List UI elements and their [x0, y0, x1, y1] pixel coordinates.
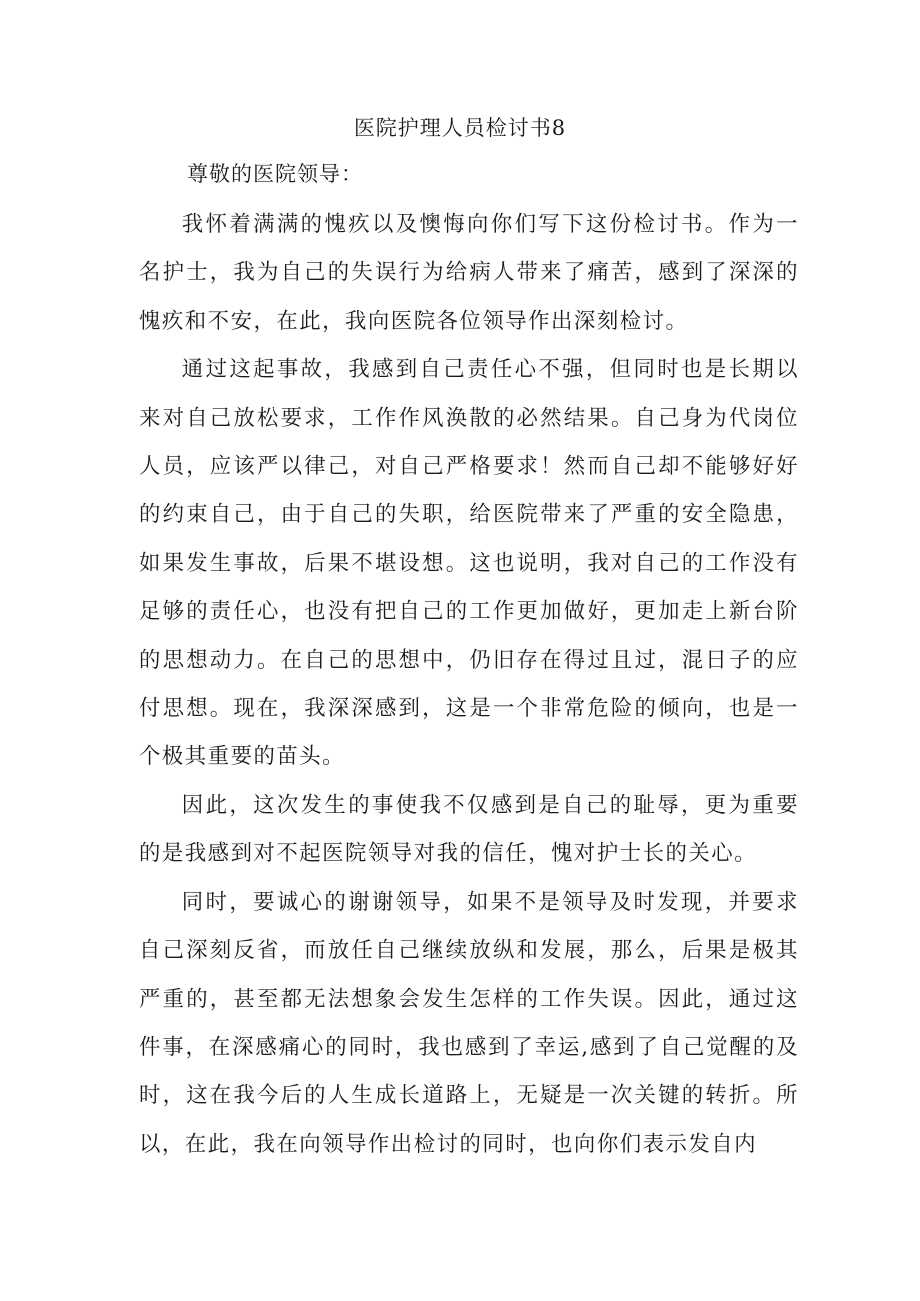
paragraph-1: 我怀着满满的愧疚以及懊悔向你们写下这份检讨书。作为一名护士，我为自己的失误行为给病人带来了痛苦，感到了深深的愧疚和不安，在此，我向医院各位领导作出深刻检讨。 — [139, 212, 799, 334]
document-title: 医院护理人员检讨书8 — [353, 116, 567, 140]
document-body — [139, 201, 799, 1169]
salutation: 尊敬的医院领导： — [187, 162, 363, 186]
paragraph-4: 同时，要诚心的谢谢领导，如果不是领导及时发现，并要求自己深刻反省，而放任自己继续放纵和发展，那么，后果是极其严重的，甚至都无法想象会发生怎样的工作失误。因此，通过这件事，在深感痛心的同时，我也感到了幸运,感到了自己觉醒的及时，这在我今后的人生成长道路上，无疑是一次关键的转折。所以，在此，我在向领导作出检讨的同时，也向你们表示发自内 — [139, 889, 799, 1157]
paragraph-3: 因此，这次发生的事使我不仅感到是自己的耻辱，更为重要的是我感到对不起医院领导对我的信任，愧对护士长的关心。 — [139, 792, 799, 867]
paragraph-2: 通过这起事故，我感到自己责任心不强，但同时也是长期以来对自己放松要求，工作作风涣散的必然结果。自己身为代岗位人员，应该严以律己，对自己严格要求！然而自己却不能够好好的约束自己，由于自己的失职，给医院带来了严重的安全隐患，如果发生事故，后果不堪设想。这也说明，我对自己的工作没有足够的责任心，也没有把自己的工作更加做好，更加走上新台阶的思想动力。在自己的思想中，仍旧存在得过且过，混日子的应付思想。现在，我深深感到，这是一个非常危险的倾向，也是一个极其重要的苗头。 — [139, 357, 799, 770]
